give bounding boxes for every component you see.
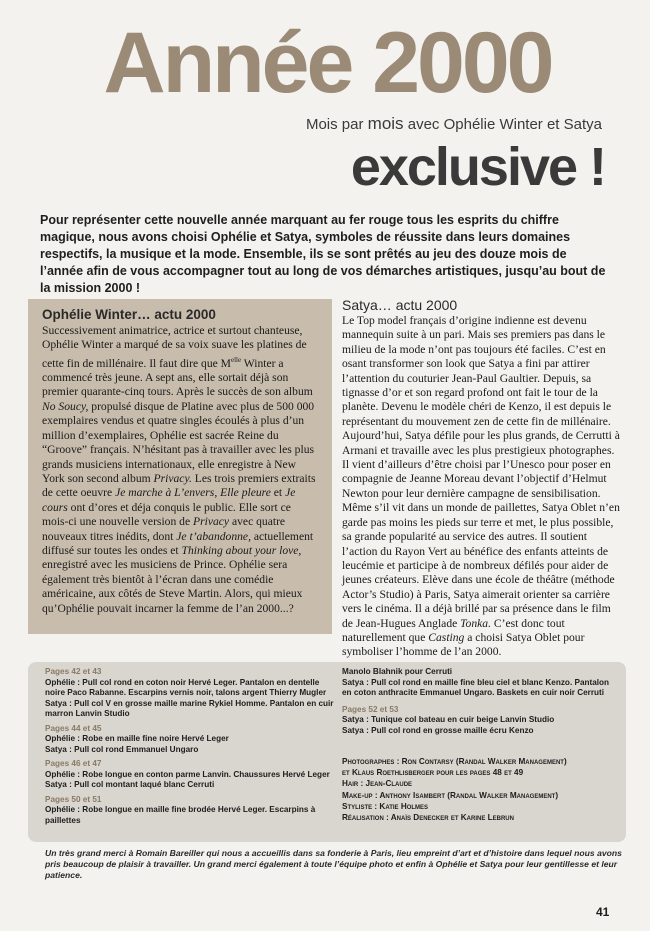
song-title: Thinking about your love, xyxy=(181,543,302,557)
staff-line: Styliste : Katie Holmes xyxy=(342,801,429,811)
text-run: elle xyxy=(230,355,242,364)
credit-line: Satya : Pull col rond en grosse maille écru Kenzo xyxy=(342,725,534,735)
song-title: Je marche à L’envers, Elle pleure xyxy=(115,486,271,500)
intro-paragraph: Pour représenter cette nouvelle année marquant au fer rouge tous les esprits du chiffre magique, nous avons choisi Ophélie et Satya, symboles de réussite dans leurs domaines respectifs, la musique et la mode. Ensemble, ils se sont prêtés au jeu des douze mois de l’année afin de vous accompagner tout au long de vos démarches artistiques, jusqu’au bout de la mission 2000 ! xyxy=(40,213,606,295)
text-run: enregistré avec les musiciens de Prince. Ophélie sera également très bientôt à l’écran dans une comédie américaine, aux côtés de Steve Martin. Alors, qui mieux qu’Ophélie pouvait incarner la femme de l’an 2000...? xyxy=(42,558,303,615)
credit-block xyxy=(342,667,620,699)
magazine-title: Casting xyxy=(428,630,465,644)
song-title: Je t’abandonne, xyxy=(176,529,251,543)
staff-line: Make-up : Anthony Isambert (Randal Walker Management) xyxy=(342,790,559,800)
credit-block xyxy=(45,759,335,791)
film-title: Tonka. xyxy=(460,616,491,630)
left-article-body xyxy=(42,324,320,616)
exclusive-heading: exclusive ! xyxy=(350,137,605,197)
credit-pages: Pages 50 et 51 xyxy=(45,794,102,804)
thanks-note: Un très grand merci à Romain Bareiller qui nous a accueillis dans sa fonderie à Paris, lieu empreint d’art et d’histoire dans lequel nous avons pris beaucoup de plaisir à travailler. Un grand merci également à toute l’équipe photo et enfin à Ophélie et Satya pour leur gentillesse et leur patience. xyxy=(45,848,622,880)
text-run: ont d’ores et déja conquis le public. Elle sort ce mois-ci une nouvelle version de xyxy=(42,500,291,529)
text-run: actuellement diffusé sur toutes les ondes et xyxy=(42,529,314,557)
credit-block xyxy=(342,705,620,737)
subtitle xyxy=(250,114,602,134)
credits-right-column xyxy=(342,667,620,827)
staff-line: Hair : Jean-Claude xyxy=(342,779,413,789)
credit-line: Ophélie : Robe en maille fine noire Hervé Leger xyxy=(45,734,229,743)
credit-line: Satya : Pull col rond Emmanuel Ungaro xyxy=(45,744,199,754)
text-run: a choisi Satya Oblet pour symboliser l’homme de l’an 2000. xyxy=(342,630,585,659)
credit-line: Satya : Pull col rond en maille fine bleu ciel et blanc Kenzo. Pantalon en coton anthracite Emmanuel Ungaro. Baskets en cuir noir Cerruti xyxy=(342,677,610,697)
song-title: Je cours xyxy=(42,486,296,514)
left-article-heading: Ophélie Winter… actu 2000 xyxy=(42,307,216,322)
credit-block xyxy=(45,667,335,720)
text-run: avec quatre nouveaux titres inédits, dont xyxy=(42,515,286,543)
credit-pages: Pages 44 et 45 xyxy=(45,723,102,733)
album-title: Privacy. xyxy=(153,471,192,485)
text-run: C’est donc tout naturellement que xyxy=(342,616,565,644)
credit-line: Manolo Blahnik pour Cerruti xyxy=(342,667,453,676)
album-title: Privacy xyxy=(193,515,230,529)
staff-line: Réalisation : Anaïs Denecker et Karine Lebrun xyxy=(342,813,514,823)
subtitle-mois: mois xyxy=(367,114,404,133)
text-run: Winter a commencé très jeune. A sept ans, elle sortait déjà son premier quarante-cinq tours. Après le succès de son album xyxy=(42,356,313,399)
subtitle-pre: Mois par xyxy=(305,116,364,133)
text-run: propulsé disque de Platine avec plus de 500 000 exemplaires vendus et quatre singles écoulés à plus d’un million d’exemplaires, Ophélie est sacrée Reine du “Groove” français. N’hésitant pas à travailler avec les plus grands musiciens internationaux, elle enregistre à New York son second album xyxy=(42,399,315,485)
page-number: 41 xyxy=(596,905,610,919)
album-title: No Soucy, xyxy=(42,399,89,413)
credit-line: Satya : Pull col montant laqué blanc Cerruti xyxy=(45,780,215,789)
right-article-body xyxy=(342,314,624,660)
credit-pages: Pages 46 et 47 xyxy=(45,759,102,768)
credits-left-column xyxy=(45,667,335,830)
page-title: Année 2000 xyxy=(103,15,552,111)
subtitle-post: avec Ophélie Winter et Satya xyxy=(407,116,602,133)
credit-pages: Pages 52 et 53 xyxy=(342,704,399,714)
text-run: Successivement animatrice, actrice et surtout chanteuse, Ophélie Winter a marqué de sa voix suave les platines de cette fin de millénaire. Il faut dire que M xyxy=(42,324,307,370)
staff-line: et Klaus Roethlisberger pour les pages 48 et 49 xyxy=(342,768,524,778)
credit-line: Satya : Pull col V en grosse maille marine Rykiel Homme. Pantalon en cuir marron Lanvin Studio xyxy=(45,698,334,718)
staff-credits xyxy=(342,756,620,823)
text-run: Les trois premiers extraits de cette oeuvre xyxy=(42,471,316,500)
credit-line: Ophélie : Pull col rond en coton noir Hervé Leger. Pantalon en dentelle noire Paco Rabanne. Escarpins vernis noir, talons argent Thierry Mugler xyxy=(45,677,327,697)
text-run: et xyxy=(270,486,286,500)
credit-line: Ophélie : Robe longue en conton parme Lanvin. Chaussures Hervé Leger xyxy=(45,769,330,779)
credit-line: Ophélie : Robe longue en maille fine brodée Hervé Leger. Escarpins à paillettes xyxy=(45,805,316,825)
staff-line: Photographes : Ron Contarsy (Randal Walker Management) xyxy=(342,757,567,766)
credit-line: Satya : Tunique col bateau en cuir beige Lanvin Studio xyxy=(342,715,555,724)
credit-block xyxy=(45,795,335,827)
text-run: Le Top model français d’origine indienne est devenu mannequin suite à un pari. Mais ses premiers pas dans le milieu de la mode n’ont pas toujours été faciles. C’est en osant transformer son look que Satya a fini par attirer l’attention du couturier Jean-Paul Gaultier. Depuis, sa tignasse d’or et son regard profond ont fait le tour de la planète. Devenu le modèle chéri de Kenzo, il est depuis le représentant du mouvement zen de cette fin de millénaire. Aujourd’hui, Satya défile pour les plus grands, de Cerrutti à Armani et travaille avec les plus prestigieux photographes. Il vient d’ailleurs d’être choisi par l’Unesco pour poser en compagnie de Jeanne Moreau devant l’objectif d’Helmut Newton pour leur dernière campagne de sensibilisation. Même s’il vit dans un monde de paillettes, Satya Oblet n’en garde pas moins les pieds sur terre et met, le plus possible, sa grande popularité au service des autres. Il soutient l’action du Rayon Vert au bénéfice des enfants atteints de leucémie et participe à de nombreux défilés pour aider de jeunes créateurs. Elève dans une école de théâtre (méthode Actor’s Studio) à Paris, Satya aimerait orienter sa carrière vers le cinéma. Il a déjà brillé par sa présence dans le film de Jean-Hugues Anglade xyxy=(342,314,620,630)
right-article-heading: Satya… actu 2000 xyxy=(342,297,458,313)
credit-pages: Pages 42 et 43 xyxy=(45,667,102,676)
credit-block xyxy=(45,724,335,756)
